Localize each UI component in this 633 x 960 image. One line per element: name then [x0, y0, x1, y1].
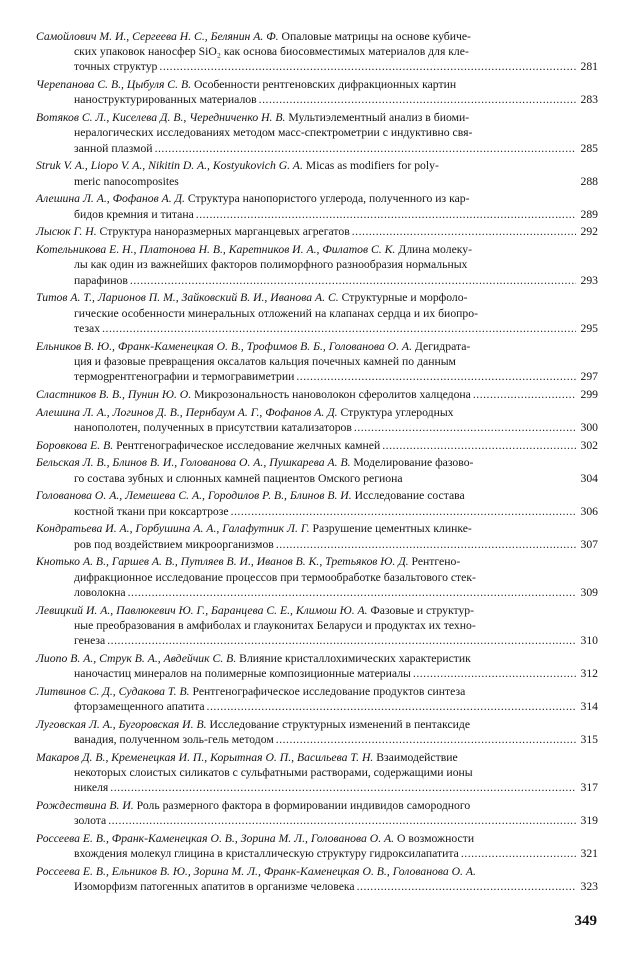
toc-entry-line [36, 651, 598, 666]
toc-entry-authors: Макаров Д. В., Кременецкая И. П., Корытная О. П., Васильева Т. Н. [36, 750, 374, 764]
toc-entry-page: 293 [580, 273, 598, 287]
toc-entry-line [36, 110, 598, 125]
table-of-contents [36, 29, 598, 897]
toc-entry-title: генеза [74, 634, 106, 648]
toc-entry-page: 321 [580, 847, 598, 861]
toc-entry [36, 603, 598, 649]
toc-entry-line [36, 290, 598, 305]
toc-entry-page: 309 [580, 585, 598, 599]
toc-entry-title: Дегидрата- [414, 339, 471, 353]
toc-entry-line [36, 158, 598, 173]
dot-leader [128, 585, 576, 600]
toc-entry-authors: Боровкова Е. В. [36, 438, 114, 452]
toc-entry-line [36, 554, 598, 569]
toc-entry [36, 339, 598, 385]
toc-entry-line [36, 846, 598, 861]
toc-entry [36, 438, 598, 453]
toc-entry-line [36, 125, 598, 140]
toc-entry [36, 798, 598, 828]
dot-leader [231, 504, 576, 519]
toc-entry-title: Исследование структурных изменений в пентаксиде [209, 717, 471, 731]
toc-entry [36, 242, 598, 288]
toc-entry-page: 312 [580, 667, 598, 681]
toc-entry [36, 110, 598, 156]
toc-entry-title: наноструктурированных материалов [74, 93, 257, 107]
toc-entry-line [36, 369, 598, 384]
toc-entry-line [36, 92, 598, 107]
toc-entry [36, 224, 598, 239]
toc-entry-line [36, 141, 598, 156]
toc-entry-line [36, 29, 598, 44]
toc-entry-title: Рентгенографическое исследование желчных камней [116, 438, 381, 452]
toc-entry-line [36, 488, 598, 503]
toc-entry-page: 304 [580, 471, 598, 485]
toc-entry [36, 387, 598, 402]
toc-entry-authors: Котельникова Е. Н., Платонова Н. В., Каретников И. А., Филатов С. К. [36, 243, 396, 257]
toc-entry [36, 831, 598, 861]
toc-entry-line [36, 273, 598, 288]
toc-entry-title: Изоморфизм патогенных апатитов в организме человека [74, 880, 355, 894]
toc-entry-page: 288 [580, 174, 598, 188]
toc-entry-title: Структура наноразмерных марганцевых агрегатов [99, 225, 350, 239]
toc-entry-line [36, 438, 598, 453]
toc-entry-title: Длина молеку- [398, 243, 473, 257]
toc-entry-line [36, 684, 598, 699]
toc-entry-line [36, 879, 598, 894]
toc-entry-title: парафинов [74, 273, 128, 287]
toc-entry [36, 864, 598, 894]
toc-entry [36, 554, 598, 600]
toc-entry-authors: Кнотько А. В., Гаршев А. В., Путляев В. И., Иванов В. К., Третьяков Ю. Д. [36, 555, 409, 569]
toc-entry-line [36, 59, 598, 74]
toc-entry-authors: Алешина Л. А., Фофанов А. Д. [36, 192, 185, 206]
toc-entry-authors: Лиопо В. А., Струк В. А., Авдейчик С. В. [36, 651, 237, 665]
toc-entry-line [36, 387, 598, 402]
dot-leader [107, 633, 576, 648]
toc-entry-line [36, 504, 598, 519]
toc-entry [36, 158, 598, 188]
toc-entry-title: Разрушение цементных клинке- [312, 522, 472, 536]
dot-leader [102, 321, 576, 336]
toc-entry-page: 319 [580, 814, 598, 828]
toc-entry-title: золота [74, 814, 107, 828]
toc-entry-page: 310 [580, 634, 598, 648]
dot-leader [130, 273, 576, 288]
toc-entry-title: Опаловые матрицы на основе кубиче- [281, 30, 471, 43]
toc-entry-page: 281 [580, 60, 598, 74]
toc-entry-title: Micas as modifiers for poly- [305, 159, 439, 173]
toc-entry-title: вхождения молекул глицина в кристаллическую структуру гидроксилапатита [74, 847, 459, 861]
toc-entry [36, 717, 598, 747]
toc-entry-page: 302 [580, 438, 598, 452]
toc-entry-page: 317 [580, 781, 598, 795]
toc-entry-title: О возможности [397, 832, 475, 846]
toc-entry-title: Структура нанопористого углерода, полученного из кар- [187, 192, 470, 206]
dot-leader [276, 537, 576, 552]
toc-entry-title: Роль размерного фактора в формировании индивидов самородного [136, 799, 471, 813]
toc-entry-line [36, 174, 598, 189]
toc-entry-title: некоторых слоистых силикатов с сульфатными растворами, содержащими ионы [74, 766, 473, 780]
dot-leader [155, 141, 576, 156]
toc-entry-authors: Сластников В. В., Пунин Ю. О. [36, 387, 192, 401]
toc-entry-page: 315 [580, 733, 598, 747]
toc-entry-page: 300 [580, 420, 598, 434]
toc-entry-title: ских упаковок наносфер SiO₂ как основа биосовместимых материалов для кле- [74, 45, 469, 59]
toc-entry-line [36, 813, 598, 828]
dot-leader [196, 207, 576, 222]
toc-entry-authors: Луговская Л. А., Бугоровская И. В. [36, 717, 207, 731]
toc-entry [36, 290, 598, 336]
dot-leader [108, 813, 576, 828]
dot-leader [473, 387, 576, 402]
toc-entry-line [36, 732, 598, 747]
toc-entry-title: нанополотен, полученных в присутствии катализаторов [74, 420, 352, 434]
toc-entry-page: 314 [580, 700, 598, 714]
toc-entry [36, 684, 598, 714]
toc-entry-line [36, 405, 598, 420]
toc-entry-authors: Самойлович М. И., Сергеева Н. С., Белянин А. Ф. [36, 30, 279, 43]
toc-entry-authors: Россеева Е. В., Ельников В. Ю., Зорина М. Л., Франк-Каменецкая О. В., Голованова О. А. [36, 865, 476, 879]
toc-entry-line [36, 306, 598, 321]
toc-entry-line [36, 633, 598, 648]
toc-entry-line [36, 717, 598, 732]
dot-leader [354, 420, 576, 435]
toc-entry-title: тезах [74, 321, 101, 335]
dot-leader [276, 732, 576, 747]
toc-entry-title: дифракционное исследование процессов при термообработке базальтового стек- [74, 570, 476, 584]
toc-entry-page: 285 [580, 141, 598, 155]
toc-entry [36, 521, 598, 551]
toc-entry-line [36, 339, 598, 354]
toc-entry-line [36, 864, 598, 879]
toc-entry-title: нералогических исследованиях методом масс-спектрометрии с индуктивно свя- [74, 126, 473, 140]
toc-entry [36, 29, 598, 75]
toc-entry-title: ловолокна [74, 585, 126, 599]
toc-entry-page: 307 [580, 537, 598, 551]
toc-entry-line [36, 780, 598, 795]
toc-entry-title: фторзамещенного апатита [74, 700, 205, 714]
toc-entry-line [36, 44, 598, 59]
toc-entry-title: костной ткани при коксартрозе [74, 504, 229, 518]
toc-entry-line [36, 521, 598, 536]
toc-entry-title: ров под воздействием микроорганизмов [74, 537, 274, 551]
toc-entry-title: Структурные и морфоло- [341, 291, 468, 305]
toc-entry-title: ные преобразования в амфиболах и глауконитах Беларуси и продуктах их техно- [74, 618, 476, 632]
toc-entry-line [36, 570, 598, 585]
toc-entry-title: Рентгено- [411, 555, 461, 569]
toc-entry-authors: Титов А. Т., Ларионов П. М., Зайковский В. И., Иванова А. С. [36, 291, 339, 305]
dot-leader [110, 780, 576, 795]
toc-entry-authors: Алешина Л. А., Логинов Д. В., Пернбаум А. Г., Фофанов А. Д. [36, 405, 338, 419]
toc-entry-title: Моделирование фазово- [353, 456, 474, 470]
toc-entry [36, 455, 598, 485]
toc-entry-authors: Бельская Л. В., Блинов В. И., Голованова О. А., Пушкарева А. В. [36, 456, 351, 470]
toc-entry-title: Мультиэлементный анализ в биоми- [288, 111, 470, 125]
toc-entry-title: meric nanocomposites [74, 174, 179, 188]
toc-entry-title: го состава зубных и слюнных камней пациентов Омского региона [74, 471, 403, 485]
dot-leader [413, 666, 576, 681]
toc-entry-line [36, 471, 598, 486]
toc-entry-page: 289 [580, 207, 598, 221]
toc-entry-line [36, 191, 598, 206]
toc-entry-line [36, 831, 598, 846]
toc-entry-title: термоgрентгенографии и термогравиметрии [74, 370, 295, 384]
toc-entry [36, 651, 598, 681]
toc-entry-title: Рентгенографическое исследование продуктов синтеза [192, 684, 466, 698]
toc-entry-title: Фазовые и структур- [370, 603, 475, 617]
toc-entry-page: 292 [580, 225, 598, 239]
toc-entry [36, 77, 598, 107]
dot-leader [259, 92, 576, 107]
toc-entry-authors: Литвинов С. Д., Судакова Т. В. [36, 684, 190, 698]
dot-leader [382, 438, 576, 453]
page-number: 349 [574, 913, 597, 929]
toc-entry-authors: Ельников В. Ю., Франк-Каменецкая О. В., Трофимов В. Б., Голованова О. А. [36, 339, 412, 353]
toc-entry-line [36, 257, 598, 272]
toc-entry-line [36, 765, 598, 780]
toc-entry-line [36, 699, 598, 714]
toc-entry-line [36, 603, 598, 618]
toc-entry-authors: Левицкий И. А., Павлюкевич Ю. Г., Баранцева С. Е., Климош Ю. А. [36, 603, 368, 617]
dot-leader [461, 846, 576, 861]
toc-entry-authors: Черепанова С. В., Цыбуля С. В. [36, 78, 192, 92]
toc-entry [36, 191, 598, 221]
toc-entry-line [36, 420, 598, 435]
dot-leader [357, 879, 576, 894]
toc-entry-line [36, 798, 598, 813]
toc-entry-page: 299 [580, 387, 598, 401]
toc-entry-authors: Struk V. A., Liopo V. A., Nikitin D. A., Kostyukovich G. A. [36, 159, 303, 173]
toc-entry-title: точных структур [74, 60, 158, 74]
toc-entry-title: никеля [74, 781, 109, 795]
dot-leader [159, 59, 576, 74]
toc-entry-title: ция и фазовые превращения оксалатов кальция почечных камней по данным [74, 354, 456, 368]
toc-entry-title: занной плазмой [74, 141, 153, 155]
dot-leader [207, 699, 576, 714]
toc-entry-line [36, 77, 598, 92]
toc-entry-page: 283 [580, 93, 598, 107]
toc-entry-title: ванадия, полученном золь-гель методом [74, 733, 274, 747]
toc-entry-title: лы как один из важнейших факторов полиморфного разнообразия нормальных [74, 258, 468, 272]
toc-entry [36, 405, 598, 435]
toc-entry-line [36, 537, 598, 552]
toc-entry-title: Особенности рентгеновских дифракционных картин [193, 78, 457, 92]
toc-entry-title: Структура углеродных [340, 405, 454, 419]
toc-entry-title: Взаимодействие [376, 750, 458, 764]
toc-entry-title: Исследование состава [354, 489, 465, 503]
dot-leader [296, 369, 576, 384]
dot-leader [352, 224, 576, 239]
toc-entry-authors: Вотяков С. Л., Киселева Д. В., Чередниченко Н. В. [36, 111, 286, 125]
toc-entry-title: наночастиц минералов на полимерные композиционные материалы [74, 667, 411, 681]
toc-entry-line [36, 666, 598, 681]
toc-entry-page: 295 [580, 321, 598, 335]
toc-entry-title: Влияние кристаллохимических характеристик [239, 651, 471, 665]
toc-entry-line [36, 321, 598, 336]
toc-entry-page: 306 [580, 504, 598, 518]
toc-entry-page: 297 [580, 370, 598, 384]
toc-entry-authors: Кондратьева И. А., Горбушина А. А., Галафутник Л. Г. [36, 522, 310, 536]
toc-entry-title: Микрозональность нановолокон сферолитов халцедона [194, 387, 471, 401]
toc-entry-line [36, 207, 598, 222]
toc-entry-line [36, 224, 598, 239]
toc-entry [36, 750, 598, 796]
toc-entry [36, 488, 598, 518]
toc-entry-authors: Голованова О. А., Лемешева С. А., Городилов Р. В., Блинов В. И. [36, 489, 352, 503]
toc-entry-line [36, 750, 598, 765]
toc-entry-page: 323 [580, 880, 598, 894]
toc-entry-line [36, 354, 598, 369]
toc-entry-title: гические особенности минеральных отложений на клапанах сердца и их биопро- [74, 306, 478, 320]
toc-entry-authors: Рождествина В. И. [36, 799, 134, 813]
toc-entry-line [36, 618, 598, 633]
toc-entry-line [36, 242, 598, 257]
toc-entry-line [36, 585, 598, 600]
toc-entry-title: бидов кремния и титана [74, 207, 194, 221]
toc-entry-authors: Лысюк Г. Н. [36, 225, 97, 239]
toc-entry-authors: Россеева Е. В., Франк-Каменецкая О. В., Зорина М. Л., Голованова О. А. [36, 832, 395, 846]
toc-entry-line [36, 455, 598, 470]
